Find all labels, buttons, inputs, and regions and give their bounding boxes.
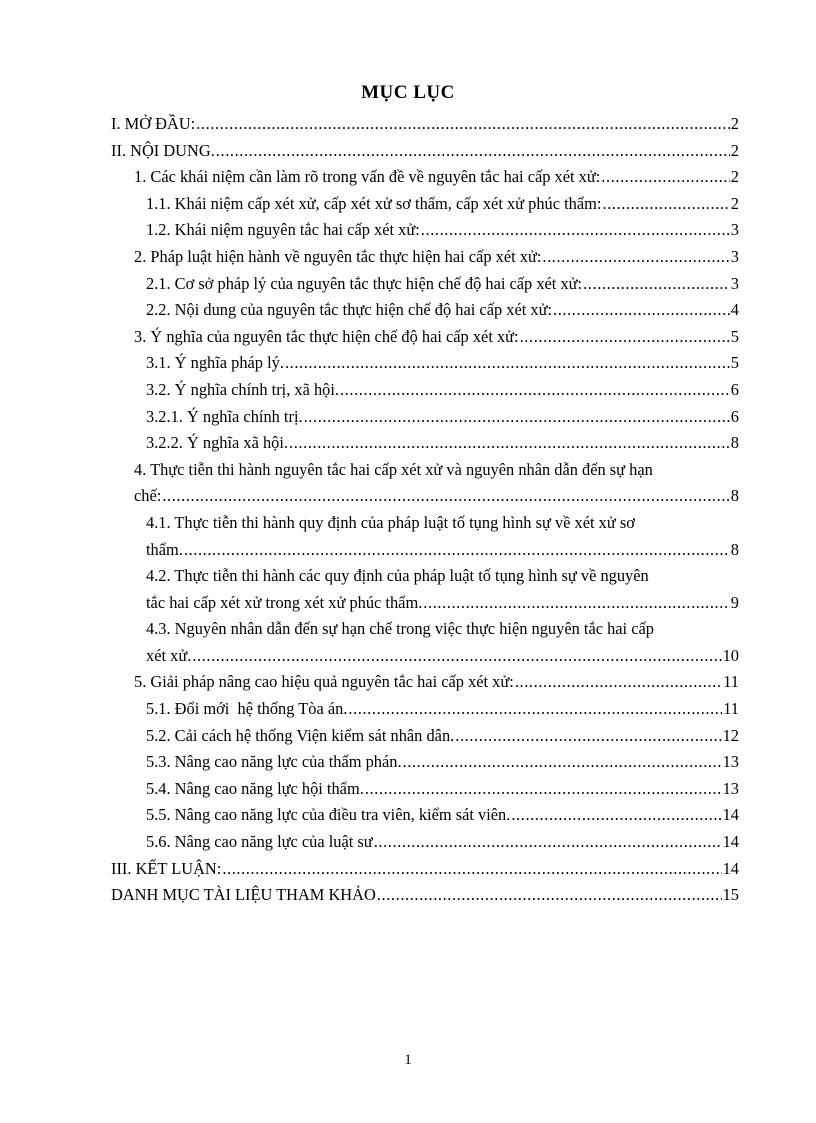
toc-entry-2[interactable] [111,244,739,271]
dot-leader [542,244,729,271]
toc-entry-text: 2.1. Cơ sở pháp lý của nguyên tắc thực hiện chế độ hai cấp xét xử: [146,273,583,293]
page-title: MỤC LỤC [361,82,455,103]
dot-leader [289,430,730,457]
toc-entry-5-2[interactable] [111,723,739,750]
toc-page-number: 9 [730,592,739,612]
toc-entry-text: 5.3. Nâng cao năng lực của thẩm phán. [146,752,402,772]
toc-entry-text: DANH MỤC TÀI LIỆU THAM KHẢO [111,885,376,905]
dot-leader [304,404,730,431]
toc-entry-3-1[interactable] [111,350,739,377]
dot-leader [196,111,730,138]
dot-leader [348,696,722,723]
toc-entry-text: 3.1. Ý nghĩa pháp lý. [146,353,284,373]
toc-page-number: 5 [730,326,739,346]
toc-entry-text: 2. Pháp luật hiện hành về nguyên tắc thực hiện hai cấp xét xử: [134,246,542,266]
toc-entry-4-2[interactable] [111,590,739,617]
dot-leader [601,164,730,191]
toc-page-number: 2 [730,167,739,187]
dot-leader [162,483,729,510]
dot-leader [192,643,721,670]
toc-page-number: 6 [730,406,739,426]
dot-leader [423,590,730,617]
toc-page-number: 14 [722,858,739,878]
toc-entry-4[interactable] [111,483,739,510]
toc-entry-5-6[interactable] [111,829,739,856]
toc-entry-text: 2.2. Nội dung của nguyên tắc thực hiện chế độ hai cấp xét xử: [146,300,553,320]
toc-page-number: 13 [722,752,739,772]
toc-entry-text: III. KẾT LUẬN: [111,858,222,878]
toc-page-number: 8 [730,539,739,559]
toc-entry-text: 3.2.2. Ý nghĩa xã hội. [146,433,289,453]
toc-entry-text: chế: [134,486,162,506]
toc-entry-3-2-1[interactable] [111,404,739,431]
toc-entry-5[interactable] [111,669,739,696]
toc-entry-text: 1.2. Khái niệm nguyên tắc hai cấp xét xử: [146,220,420,240]
dot-leader [374,829,722,856]
toc-entry-text: 5.5. Nâng cao năng lực của điều tra viên, kiểm sát viên. [146,805,511,825]
toc-entry-text: 5.6. Nâng cao năng lực của luật sư [146,832,373,852]
toc-entry-noi-dung[interactable] [111,138,739,165]
dot-leader [216,138,730,165]
dot-leader [602,191,729,218]
dot-leader [377,882,722,909]
toc-page-number: 11 [723,672,739,692]
toc-page-number: 13 [722,778,739,798]
toc-entry-1-2[interactable] [111,217,739,244]
toc-page-number: 3 [730,246,739,266]
toc-entry-3-2-2[interactable] [111,430,739,457]
toc-page-number: 11 [723,699,739,719]
toc-page-number: 5 [730,353,739,373]
dot-leader [403,749,722,776]
toc-entry-3[interactable] [111,324,739,351]
toc-entry-2-2[interactable] [111,297,739,324]
toc-entry-5-5[interactable] [111,802,739,829]
toc-page-number: 14 [722,832,739,852]
toc-entry-text: 5.1. Đổi mới hệ thống Tòa án. [146,699,348,719]
toc-entry-text: 3. Ý nghĩa của nguyên tắc thực hiện chế độ hai cấp xét xử: [134,326,519,346]
dot-leader [553,297,730,324]
toc-page-number: 2 [730,114,739,133]
toc-entry-1[interactable] [111,164,739,191]
toc-entry-text: 3.2. Ý nghĩa chính trị, xã hội. [146,379,340,399]
toc-page-number: 8 [730,486,739,506]
toc-entry-text: 1. Các khái niệm cần làm rõ trong vấn đề về nguyên tắc hai cấp xét xử: [134,167,601,187]
dot-leader [365,776,722,803]
toc-entry-5-3[interactable] [111,749,739,776]
toc-entry-4-1[interactable] [111,537,739,564]
table-of-contents [111,111,739,909]
toc-entry-4-1-first-line[interactable]: 4.1. Thực tiễn thi hành quy định của pháp luật tố tụng hình sự về xét xử sơ [146,512,635,532]
toc-page-number: 8 [730,433,739,453]
toc-entry-2-1[interactable] [111,271,739,298]
toc-entry-ket-luan[interactable] [111,856,739,883]
toc-page-number: 14 [722,805,739,825]
toc-page-number: 15 [722,885,739,905]
toc-entry-text: tắc hai cấp xét xử trong xét xử phúc thẩm. [146,592,423,612]
toc-entry-4-3-first-line[interactable]: 4.3. Nguyên nhân dẫn đến sự hạn chế trong việc thực hiện nguyên tắc hai cấp [146,619,654,639]
toc-page-number: 10 [722,645,739,665]
dot-leader [511,802,721,829]
toc-entry-text: 1.1. Khái niệm cấp xét xử, cấp xét xử sơ thẩm, cấp xét xử phúc thẩm: [146,193,602,213]
toc-entry-text: 5. Giải pháp nâng cao hiệu quả nguyên tắc hai cấp xét xử: [134,672,514,692]
toc-page-number: 6 [730,379,739,399]
toc-page-number: 4 [730,300,739,320]
toc-entry-mo-dau[interactable] [111,111,739,138]
toc-page-number: 3 [730,220,739,240]
toc-entry-text: 5.2. Cải cách hệ thống Viện kiểm sát nhân dân. [146,725,455,745]
toc-entry-4-3[interactable] [111,643,739,670]
toc-entry-text: xét xử. [146,645,192,665]
dot-leader [285,350,730,377]
dot-leader [515,669,722,696]
footer-page-number: 1 [404,1052,412,1068]
dot-leader [222,856,721,883]
toc-page-number: 2 [730,140,739,160]
toc-page-number: 12 [722,725,739,745]
toc-entry-text: 3.2.1. Ý nghĩa chính trị. [146,406,303,426]
dot-leader [421,217,730,244]
toc-page-number: 2 [730,193,739,213]
dot-leader [583,271,730,298]
dot-leader [184,537,730,564]
dot-leader [455,723,721,750]
dot-leader [340,377,730,404]
toc-entry-text: I. MỞ ĐẦU: [111,114,196,133]
toc-entry-4-first-line[interactable]: 4. Thực tiễn thi hành nguyên tắc hai cấp xét xử và nguyên nhân dẫn đến sự hạn [134,459,653,479]
toc-entry-text: thẩm. [146,539,183,559]
toc-entry-text: 5.4. Nâng cao năng lực hội thẩm. [146,778,364,798]
toc-entry-1-1[interactable] [111,191,739,218]
toc-entry-text: II. NỘI DUNG. [111,140,215,160]
toc-entry-tai-lieu-tham-khao[interactable] [111,882,739,909]
dot-leader [520,324,730,351]
toc-page-number: 3 [730,273,739,293]
toc-entry-5-1[interactable] [111,696,739,723]
toc-entry-3-2[interactable] [111,377,739,404]
toc-entry-4-2-first-line[interactable]: 4.2. Thực tiễn thi hành các quy định của pháp luật tố tụng hình sự về nguyên [146,566,649,586]
toc-entry-5-4[interactable] [111,776,739,803]
